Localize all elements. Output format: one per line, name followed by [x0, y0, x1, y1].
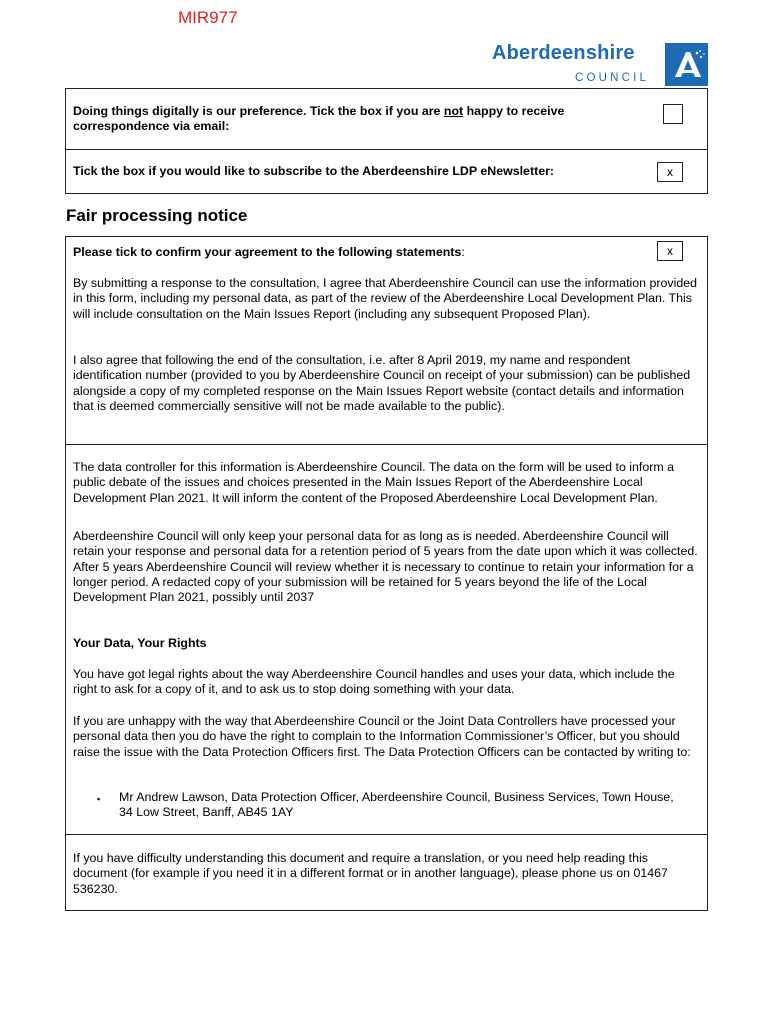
logo-name: Aberdeenshire	[492, 42, 635, 64]
divider	[66, 149, 707, 150]
logo-subtitle: COUNCIL	[575, 72, 650, 84]
complaint-paragraph: If you are unhappy with the way that Aberdeenshire Council or the Joint Data Controllers have processed your personal data then you do have the right to complain to the Information Commissioner’s Officer, but you should raise the issue with the Data Protection Officers first. The Data Protection Officers can be contacted by writing to:	[73, 714, 691, 759]
document-reference: MIR977	[178, 8, 238, 27]
logo-mark-icon	[665, 43, 708, 86]
newsletter-text: Tick the box if you would like to subscribe to the Aberdeenshire LDP eNewsletter:	[73, 164, 555, 178]
dpo-contact-bullet: Mr Andrew Lawson, Data Protection Officer, Aberdeenshire Council, Business Services, Town House, 34 Low Street, Banff, AB45 1AY	[119, 790, 674, 820]
divider	[66, 834, 707, 835]
rights-heading: Your Data, Your Rights	[73, 636, 207, 650]
digital-preference-text: Doing things digitally is our preference. Tick the box if you are not happy to receive correspondence via email:	[73, 104, 565, 134]
confirm-statement: Please tick to confirm your agreement to the following statements:	[73, 245, 465, 259]
bullet-icon: ▪	[97, 794, 101, 804]
retention-paragraph: Aberdeenshire Council will only keep your personal data for as long as is needed. Aberdeenshire Council will retain your response and personal data for a retention period of 5 years from the date upon which it was collected. After 5 years Aberdeenshire Council will review whether it is necessary to continue to retain your information for a longer period. A redacted copy of your submission will be retained for 5 years beyond the life of the Local Development Plan 2021, possibly until 2037	[73, 529, 698, 605]
agreement-checkbox[interactable]: x	[657, 241, 683, 261]
rights-paragraph: You have got legal rights about the way Aberdeenshire Council handles and uses your data, which include the right to ask for a copy of it, and to ask us to stop doing something with your data.	[73, 667, 675, 697]
fair-processing-box	[65, 236, 708, 911]
newsletter-checkbox[interactable]: x	[657, 162, 683, 182]
preferences-box	[65, 88, 708, 194]
data-controller-paragraph: The data controller for this information is Aberdeenshire Council. The data on the form will be used to inform a public debate of the issues and choices presented in the Main Issues Report of the Aberdeenshire Local Development Plan 2021. It will inform the content of the Proposed Aberdeenshire Local Development Plan.	[73, 460, 675, 505]
consent-paragraph-1: By submitting a response to the consultation, I agree that Aberdeenshire Council can use the information provided in this form, including my personal data, as part of the review of the Aberdeenshire Local Development Plan. This will include consultation on the Main Issues Report (including any subsequent Proposed Plan).	[73, 276, 698, 321]
divider	[66, 444, 707, 445]
fair-processing-heading: Fair processing notice	[66, 206, 248, 225]
council-logo	[490, 43, 708, 87]
email-opt-out-checkbox[interactable]	[663, 104, 683, 124]
not-emphasis: not	[443, 104, 464, 118]
consent-paragraph-2: I also agree that following the end of the consultation, i.e. after 8 April 2019, my name and respondent identification number (provided to you by Aberdeenshire Council on receipt of your submission) can be published alongside a copy of my completed response on the Main Issues Report website (contact details and information that is deemed commercially sensitive will not be made available to the public).	[73, 353, 691, 413]
translation-paragraph: If you have difficulty understanding this document and require a translation, or you need help reading this document (for example if you need it in a different format or in another language), please phone us on 01467 536230.	[73, 851, 668, 896]
